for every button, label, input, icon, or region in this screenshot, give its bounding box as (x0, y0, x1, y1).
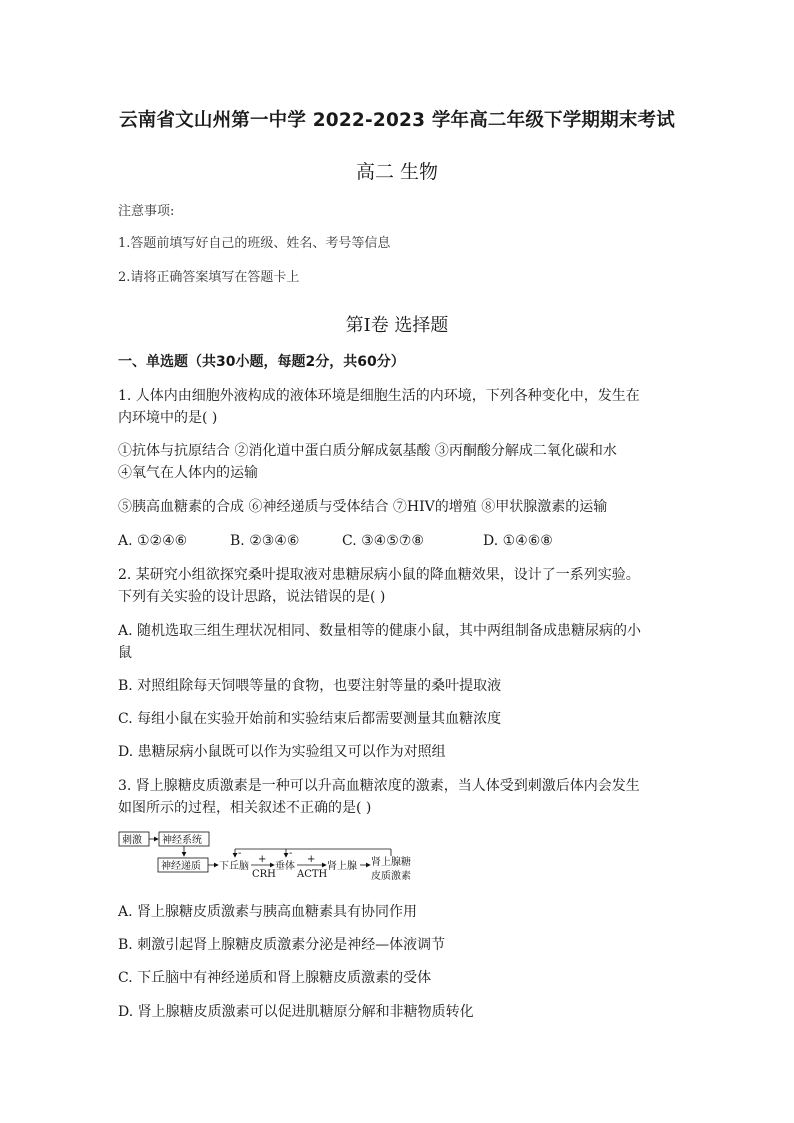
q2-option-b: B. 对照组除每天饲喂等量的食物，也要注射等量的桑叶提取液 (118, 678, 502, 694)
q2-stem-line-1: 2. 某研究小组欲探究桑叶提取液对患糖尿病小鼠的降血糖效果，设计了一系列实验。 (118, 567, 640, 583)
q1-option-c: C. ③④⑤⑦⑧ (342, 533, 424, 549)
q1-stem-line-2: 内环境中的是( ) (118, 410, 218, 426)
q1-items-line-2: ④氧气在人体内的运输 (118, 465, 258, 481)
q1-items-line-3: ⑤胰高血糖素的合成 ⑥神经递质与受体结合 ⑦HIV的增殖 ⑧甲状腺激素的运输 (118, 499, 608, 515)
q1-option-b: B. ②③④⑥ (230, 533, 300, 549)
notice-item-1: 1.答题前填写好自己的班级、姓名、考号等信息 (118, 236, 391, 251)
hormone-label-line-1: 肾上腺糖 (371, 857, 411, 868)
hormone-label-line-2: 皮质激素 (371, 871, 411, 882)
crh-label: CRH (252, 869, 276, 880)
notice-item-2: 2.请将正确答案填写在答题卡上 (118, 270, 300, 285)
acth-label: ACTH (297, 869, 328, 880)
q2-stem-line-2: 下列有关实验的设计思路，说法错误的是( ) (118, 589, 386, 605)
q1-option-a: A. ①②④⑥ (118, 533, 188, 549)
neurotransmitter-label: 神经递质 (161, 861, 201, 872)
q3-option-c: C. 下丘脑中有神经递质和肾上腺糖皮质激素的受体 (118, 970, 432, 986)
q2-option-a-line-2: 鼠 (118, 645, 132, 661)
hormone-regulation-diagram (118, 829, 428, 889)
minus-sign-2: - (289, 848, 293, 859)
q3-option-a: A. 肾上腺糖皮质激素与胰高血糖素具有协同作用 (118, 904, 418, 920)
q1-stem-line-1: 1. 人体内由细胞外液构成的液体环境是细胞生活的内环境，下列各种变化中，发生在 (118, 388, 640, 404)
section-title: 第Ⅰ卷 选择题 (345, 315, 449, 336)
q2-option-c: C. 每组小鼠在实验开始前和实验结束后都需要测量其血糖浓度 (118, 711, 502, 727)
part-heading: 一、单选题（共30小题，每题2分，共60分） (118, 354, 405, 370)
exam-title: 云南省文山州第一中学 2022-2023 学年高二年级下学期期末考试 (119, 110, 675, 131)
hypothalamus-label: 下丘脑 (219, 861, 249, 872)
notice-heading: 注意事项: (118, 204, 175, 219)
q3-option-b: B. 刺激引起肾上腺糖皮质激素分泌是神经—体液调节 (118, 937, 446, 953)
minus-sign-1: - (238, 848, 242, 859)
q1-option-d: D. ①④⑥⑧ (483, 533, 553, 549)
q3-stem-line-1: 3. 肾上腺糖皮质激素是一种可以升高血糖浓度的激素，当人体受到刺激后体内会发生 (118, 778, 640, 794)
plus-sign-1: + (258, 854, 267, 865)
exam-subject: 高二 生物 (355, 161, 439, 183)
plus-sign-2: + (307, 854, 316, 865)
q2-option-d: D. 患糖尿病小鼠既可以作为实验组又可以作为对照组 (118, 744, 446, 760)
q1-options (118, 531, 678, 551)
adrenal-label: 肾上腺 (327, 861, 357, 872)
q1-items-line-1: ①抗体与抗原结合 ②消化道中蛋白质分解成氨基酸 ③丙酮酸分解成二氧化碳和水 (118, 443, 617, 459)
q3-option-d: D. 肾上腺糖皮质激素可以促进肌糖原分解和非糖物质转化 (118, 1004, 474, 1020)
stimulus-label: 刺激 (122, 835, 142, 846)
nervous-system-label: 神经系统 (162, 835, 202, 846)
q2-option-a-line-1: A. 随机选取三组生理状况相同、数量相等的健康小鼠，其中两组制备成患糖尿病的小 (118, 623, 642, 639)
q3-stem-line-2: 如图所示的过程，相关叙述不正确的是( ) (118, 800, 372, 816)
pituitary-label: 垂体 (275, 861, 295, 872)
